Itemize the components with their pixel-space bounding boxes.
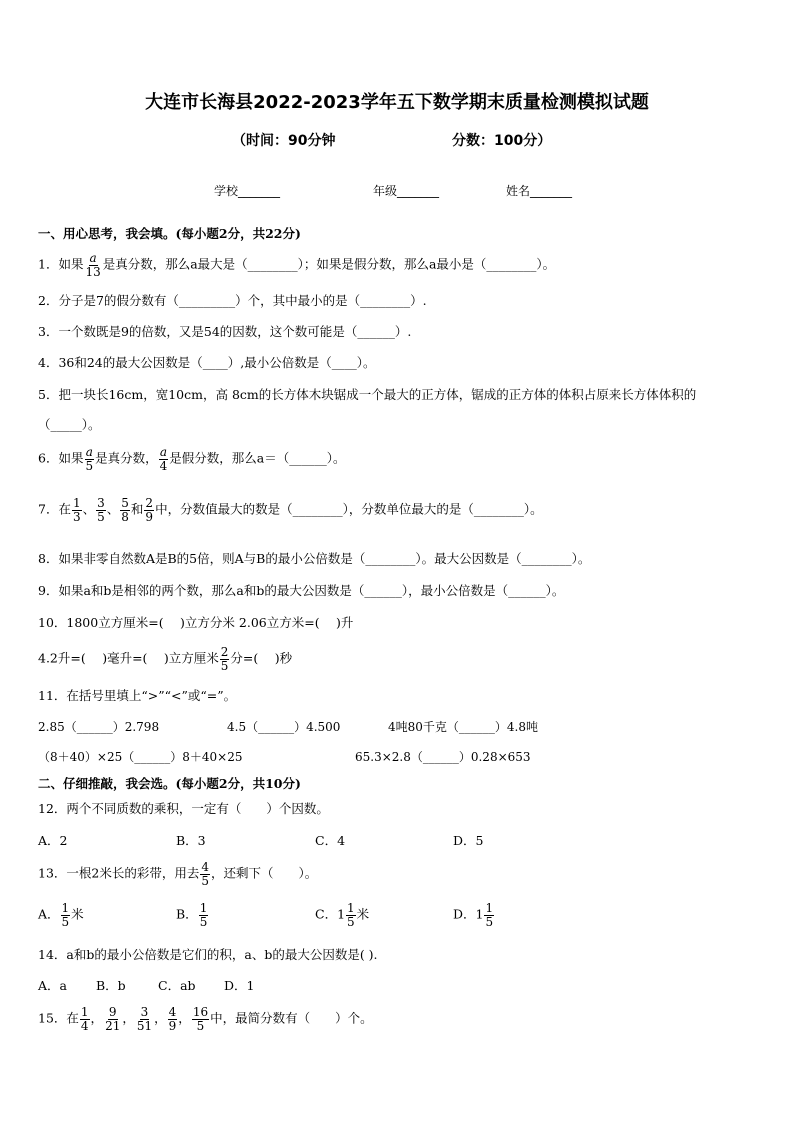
question-4: 4．36和24的最大公因数是（____）,最小公倍数是（____）。 (38, 355, 376, 370)
fraction: $\frac{1}{5}$ (347, 901, 355, 929)
q12-option-d: D．5 (453, 833, 484, 848)
q14-option-d: D．1 (224, 978, 255, 993)
question-11: 11．在括号里填上“>”“<”或“=”。 (38, 688, 237, 703)
fraction: $\frac{1}{4}$ (80, 1005, 89, 1033)
fraction: $\frac{1}{3}$ (72, 496, 81, 524)
section-1-heading: 一、用心思考，我会填。(每小题2分，共22分) (38, 226, 301, 241)
q14-option-a: A．a (38, 978, 67, 993)
q13-option-d: D．1 $\frac{1}{5}$ (453, 901, 494, 929)
fraction: $\frac{1}{5}$ (61, 901, 70, 929)
question-10-line-1: 10．1800立方厘米=( )立方分米 2.06立方米=( )升 (38, 615, 354, 630)
page-title: 大连市长海县2022-2023学年五下数学期末质量检测模拟试题 (145, 92, 649, 113)
q13-option-c: C．1 $\frac{1}{5}$ 米 (315, 901, 370, 929)
fraction: $\frac{9}{21}$ (105, 1005, 121, 1033)
fraction: $\frac{4}{9}$ (168, 1005, 177, 1033)
fraction: $\frac{5}{8}$ (121, 496, 129, 524)
q11-row-1-a: 2.85（______）2.798 (38, 720, 160, 734)
score-label: 分数：100分） (452, 133, 552, 149)
fraction: $\frac{1}{5}$ (485, 901, 494, 929)
school-field: 学校_______ (214, 184, 281, 198)
q11-row-1-c: 4吨80千克（______）4.8吨 (388, 720, 538, 734)
q13-option-b: B． $\frac{1}{5}$ (176, 901, 208, 929)
question-9: 9．如果a和b是相邻的两个数，那么a和b的最大公因数是（______），最小公倍数是（______）。 (38, 583, 565, 598)
fraction: $\frac{4}{5}$ (201, 860, 209, 888)
question-12: 12．两个不同质数的乘积，一定有（ ）个因数。 (38, 801, 329, 816)
question-10-line-2: 4.2升=( )毫升=( )立方厘米 $\frac{2}{5}$ 分=( )秒 (38, 645, 293, 673)
fraction: $\frac{a}{13}$ (85, 251, 101, 279)
q11-row-1-b: 4.5（______）4.500 (227, 720, 341, 734)
fraction: $\frac{2}{5}$ (220, 645, 229, 673)
q11-row-2-b: 65.3×2.8（______）0.28×653 (355, 750, 531, 764)
question-8: 8．如果非零自然数A是B的5倍，则A与B的最小公倍数是（________）。最大公因数是（________）。 (38, 551, 591, 566)
fraction: $\frac{a}{4}$ (159, 445, 168, 473)
question-5-line-1: 5．把一块长16cm，宽10cm，高 8cm的长方体木块锯成一个最大的正方体，锯成的正方体的体积占原来长方体体积的 (38, 387, 697, 402)
section-2-heading: 二、仔细推敲，我会选。(每小题2分，共10分) (38, 776, 301, 791)
fraction: $\frac{a}{5}$ (85, 445, 94, 473)
fraction: $\frac{3}{5}$ (97, 496, 105, 524)
question-15: 15．在 $\frac{1}{4}$ ， $\frac{9}{21}$ ， $\frac{3}{51}$ ， $\frac{4}{9}$ ， $\frac{16}{5}$ 中，最简分数有（ ）个。 (38, 1005, 373, 1033)
question-2: 2．分子是7的假分数有（_________）个，其中最小的是（________）. (38, 293, 427, 308)
question-7: 7．在 $\frac{1}{3}$ 、 $\frac{3}{5}$ 、 $\frac{5}{8}$ 和 $\frac{2}{9}$ 中，分数值最大的数是（________），分数单位最大的是（________）。 (38, 496, 543, 524)
question-14: 14．a和b的最小公倍数是它们的积，a、b的最大公因数是( ). (38, 947, 378, 962)
fraction: $\frac{2}{9}$ (145, 496, 154, 524)
fraction: $\frac{16}{5}$ (192, 1005, 209, 1033)
q14-option-b: B．b (96, 978, 126, 993)
time-label: （时间：90分钟 (232, 133, 336, 149)
q13-option-a: A． $\frac{1}{5}$ 米 (38, 901, 84, 929)
question-1 (38, 252, 555, 278)
question-6: 6．如果 $\frac{a}{5}$ 是真分数， $\frac{a}{4}$ 是假分数，那么a＝（______）。 (38, 445, 346, 473)
question-13: 13．一根2米长的彩带，用去 $\frac{4}{5}$ ，还剩下（ ）。 (38, 860, 318, 888)
fraction: $\frac{3}{51}$ (136, 1005, 153, 1033)
q12-option-a: A．2 (38, 833, 68, 848)
q12-option-b: B．3 (176, 833, 206, 848)
fraction: $\frac{1}{5}$ (199, 901, 208, 929)
q1-text-a: 1．如果 (38, 256, 84, 272)
q12-option-c: C．4 (315, 833, 346, 848)
q1-text-b: 是真分数，那么a最大是（________）；如果是假分数，那么a最小是（________）。 (102, 256, 556, 272)
q14-option-c: C．ab (158, 978, 196, 993)
grade-field: 年级_______ (373, 184, 440, 198)
name-field: 姓名_______ (506, 184, 573, 198)
question-3: 3．一个数既是9的倍数，又是54的因数，这个数可能是（______）. (38, 324, 412, 339)
q11-row-2-a: （8＋40）×25（______）8＋40×25 (38, 750, 243, 764)
question-5-line-2: （_____）。 (38, 417, 101, 432)
